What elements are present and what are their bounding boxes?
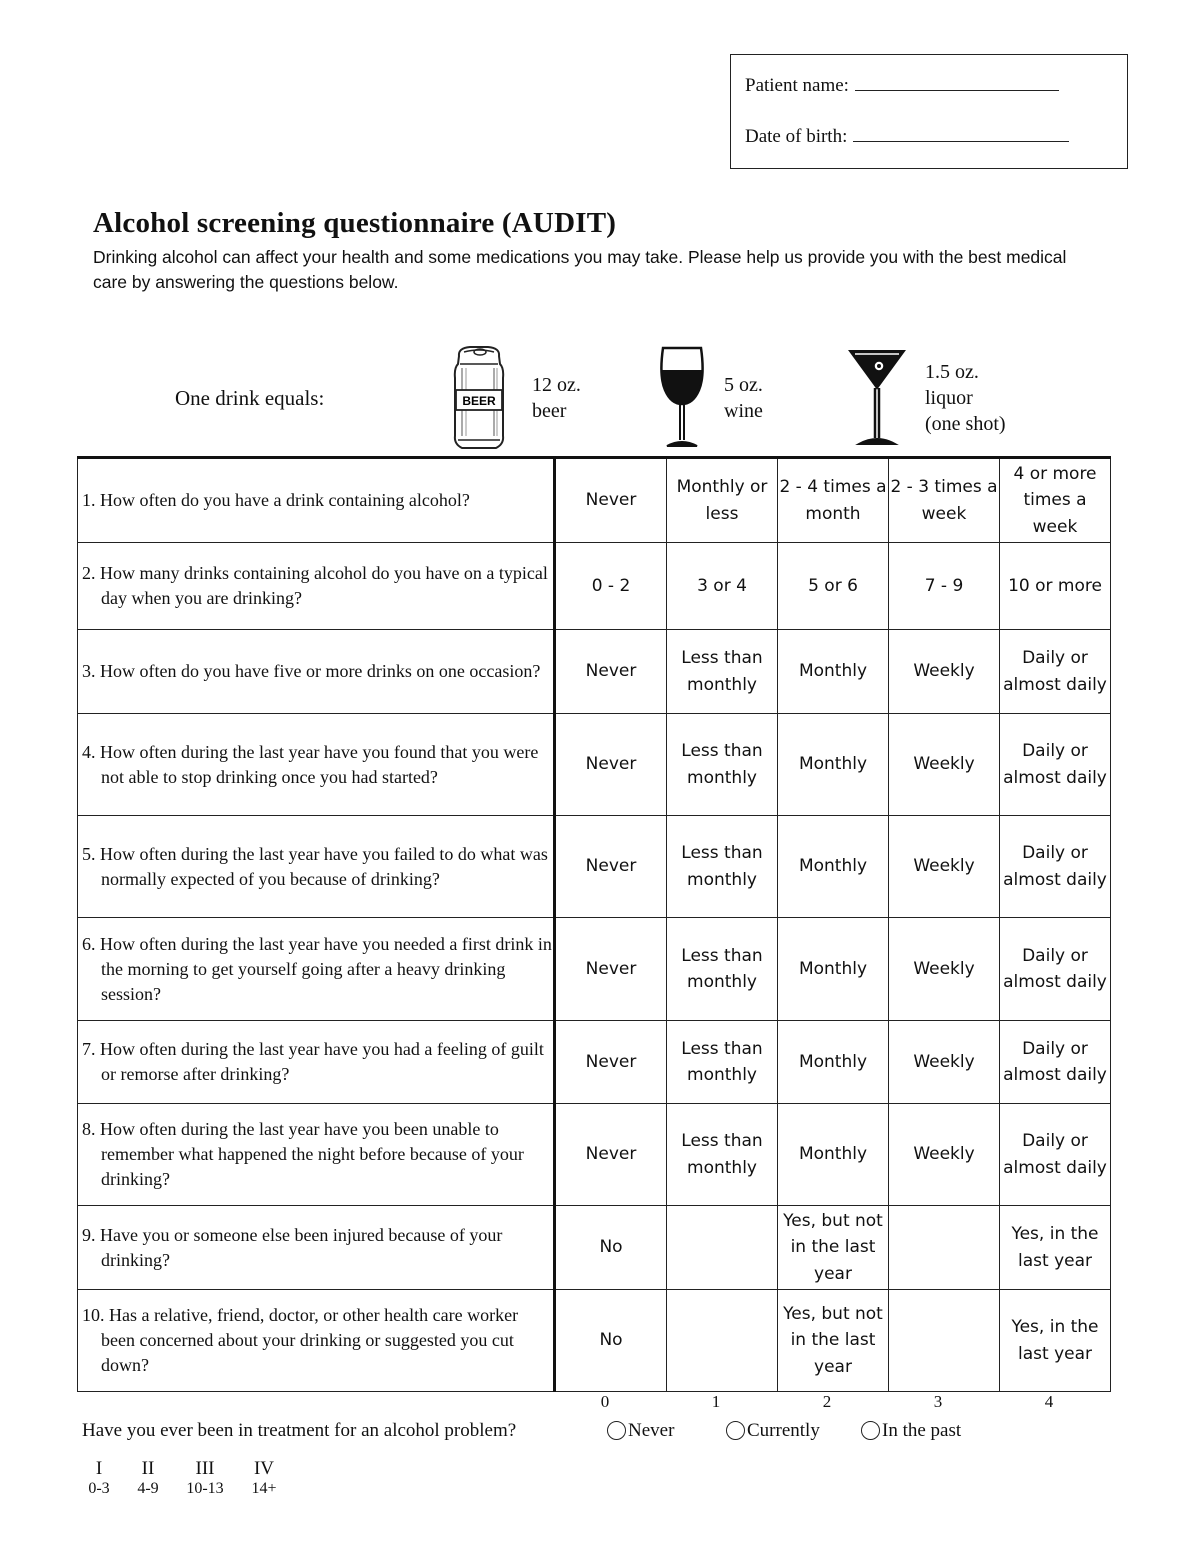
answer-4[interactable]: Daily or almost daily [1000,918,1111,1021]
answer-3[interactable]: 2 - 3 times a week [889,458,1000,543]
question-1-text [78,458,555,543]
answer-1[interactable]: Less than monthly [667,1021,778,1104]
answer-4[interactable]: Yes, in the last year [1000,1290,1111,1392]
beer-can-icon [450,344,508,452]
answer-2[interactable]: 2 - 4 times a month [778,458,889,543]
patient-name-label: Patient name: [745,75,849,96]
level-range: 10-13 [186,1480,224,1497]
answer-3[interactable] [889,1206,1000,1290]
answer-0[interactable]: Never [555,918,667,1021]
audit-table [77,456,1111,1392]
answer-3[interactable]: 7 - 9 [889,543,1000,630]
question-text: 3. How often do you have five or more drinks on one occasion? [82,661,541,681]
answer-3[interactable]: Weekly [889,816,1000,918]
question-row-2 [78,543,1111,630]
level-range: 0-3 [88,1480,110,1497]
treatment-option-label: Never [628,1420,675,1441]
answer-0[interactable]: Never [555,458,667,543]
answer-1[interactable]: Less than monthly [667,918,778,1021]
answer-0[interactable]: No [555,1290,667,1392]
answer-1[interactable]: Monthly or less [667,458,778,543]
answer-2[interactable]: Monthly [778,1104,889,1206]
dob-line [745,126,1069,148]
answer-4[interactable]: Daily or almost daily [1000,630,1111,714]
patient-name-field[interactable] [855,89,1059,91]
level-ii [128,1458,168,1498]
question-row-9 [78,1206,1111,1290]
level-i [84,1458,114,1498]
question-4-text [78,714,555,816]
wine-glass-icon [657,346,707,450]
score-1: 1 [711,1392,721,1411]
liquor-name: liquor [925,387,973,409]
answer-4[interactable]: Daily or almost daily [1000,816,1111,918]
answer-3[interactable]: Weekly [889,630,1000,714]
answer-3[interactable]: Weekly [889,918,1000,1021]
answer-4[interactable]: Daily or almost daily [1000,714,1111,816]
question-text: 6. How often during the last year have you needed a first drink in the morning to get yourself going after a heavy drinking session? [82,933,552,1004]
question-text: 9. Have you or someone else been injured because of your drinking? [82,1224,503,1270]
answer-2[interactable]: Monthly [778,816,889,918]
answer-4[interactable]: Daily or almost daily [1000,1104,1111,1206]
answer-2[interactable]: Monthly [778,918,889,1021]
level-name: IV [253,1458,275,1479]
answer-3[interactable]: Weekly [889,1104,1000,1206]
dob-field[interactable] [853,140,1069,142]
radio-icon[interactable] [607,1421,626,1440]
question-10-text [78,1290,555,1392]
question-text: 7. How often during the last year have you had a feeling of guilt or remorse after drinking? [82,1039,544,1084]
question-text: 8. How often during the last year have you been unable to remember what happened the night before because of your drinking? [82,1119,524,1189]
answer-0[interactable]: 0 - 2 [555,543,667,630]
question-7-text [78,1021,555,1104]
beer-name: beer [532,400,567,422]
liquor-label [925,359,1006,437]
treatment-option-label: Currently [747,1420,820,1441]
answer-1[interactable]: Less than monthly [667,1104,778,1206]
score-4: 4 [1044,1392,1054,1411]
answer-0[interactable]: Never [555,1021,667,1104]
answer-1[interactable] [667,1206,778,1290]
answer-1[interactable]: Less than monthly [667,630,778,714]
beer-label [532,372,581,424]
question-text: 2. How many drinks containing alcohol do you have on a typical day when you are drinking? [82,563,548,608]
question-text: 1. How often do you have a drink containing alcohol? [82,490,470,510]
answer-4[interactable]: Yes, in the last year [1000,1206,1111,1290]
wine-amount: 5 oz. [724,374,763,396]
question-text: 5. How often during the last year have you failed to do what was normally expected of you because of drinking? [82,843,548,889]
question-5-text [78,816,555,918]
score-2: 2 [822,1392,832,1411]
answer-1[interactable]: 3 or 4 [667,543,778,630]
level-iii [180,1458,230,1498]
answer-2[interactable]: Yes, but not in the last year [778,1290,889,1392]
svg-text:BEER: BEER [462,394,496,408]
dob-label: Date of birth: [745,126,848,147]
radio-icon[interactable] [861,1421,880,1440]
question-row-1 [78,458,1111,543]
treatment-option-never[interactable] [607,1420,674,1442]
question-row-7 [78,1021,1111,1104]
answer-1[interactable] [667,1290,778,1392]
page-title: Alcohol screening questionnaire (AUDIT) [93,207,617,239]
radio-icon[interactable] [726,1421,745,1440]
wine-label [724,372,763,424]
question-row-4 [78,714,1111,816]
answer-1[interactable]: Less than monthly [667,816,778,918]
martini-glass-icon [847,348,907,448]
question-3-text [78,630,555,714]
level-iv [244,1458,284,1498]
level-name: III [195,1458,215,1479]
question-6-text [78,918,555,1021]
liquor-amount: 1.5 oz. [925,361,979,383]
question-row-8 [78,1104,1111,1206]
answer-4[interactable]: 4 or more times a week [1000,458,1111,543]
question-row-5 [78,816,1111,918]
answer-3[interactable]: Weekly [889,1021,1000,1104]
level-name: II [141,1458,155,1479]
answer-2[interactable]: Yes, but not in the last year [778,1206,889,1290]
answer-0[interactable]: No [555,1206,667,1290]
question-2-text [78,543,555,630]
answer-2[interactable]: Monthly [778,1021,889,1104]
score-3: 3 [933,1392,943,1411]
wine-name: wine [724,400,763,422]
liquor-note: (one shot) [925,413,1006,435]
one-drink-label: One drink equals: [175,386,325,410]
answer-0[interactable]: Never [555,714,667,816]
drink-equivalents [0,340,1200,455]
answer-1[interactable]: Less than monthly [667,714,778,816]
question-9-text [78,1206,555,1290]
level-range: 14+ [251,1480,277,1497]
treatment-question: Have you ever been in treatment for an alcohol problem? [82,1420,517,1441]
question-text: 4. How often during the last year have you found that you were not able to stop drinking once you had started? [82,741,539,787]
question-row-10 [78,1290,1111,1392]
answer-4[interactable]: Daily or almost daily [1000,1021,1111,1104]
answer-3[interactable]: Weekly [889,714,1000,816]
question-row-6 [78,918,1111,1021]
answer-3[interactable] [889,1290,1000,1392]
answer-0[interactable]: Never [555,816,667,918]
score-row [550,1392,1110,1414]
answer-4[interactable]: 10 or more [1000,543,1111,630]
level-name: I [95,1458,103,1479]
beer-amount: 12 oz. [532,374,581,396]
treatment-option-in-the-past[interactable] [861,1420,961,1442]
patient-info-box [730,54,1128,169]
intro-text: Drinking alcohol can affect your health and some medications you may take. Please help us provide you with the best medical care by answering the questions below. [93,247,1067,292]
question-row-3 [78,630,1111,714]
question-text: 10. Has a relative, friend, doctor, or other health care worker been concerned about your drinking or suggested you cut down? [82,1305,519,1375]
question-8-text [78,1104,555,1206]
answer-0[interactable]: Never [555,1104,667,1206]
answer-2[interactable]: 5 or 6 [778,543,889,630]
answer-2[interactable]: Monthly [778,714,889,816]
level-range: 4-9 [137,1480,159,1497]
patient-name-line [745,75,1059,97]
treatment-option-label: In the past [882,1420,962,1441]
score-0: 0 [600,1392,610,1411]
treatment-option-currently[interactable] [726,1420,820,1442]
answer-0[interactable]: Never [555,630,667,714]
answer-2[interactable]: Monthly [778,630,889,714]
